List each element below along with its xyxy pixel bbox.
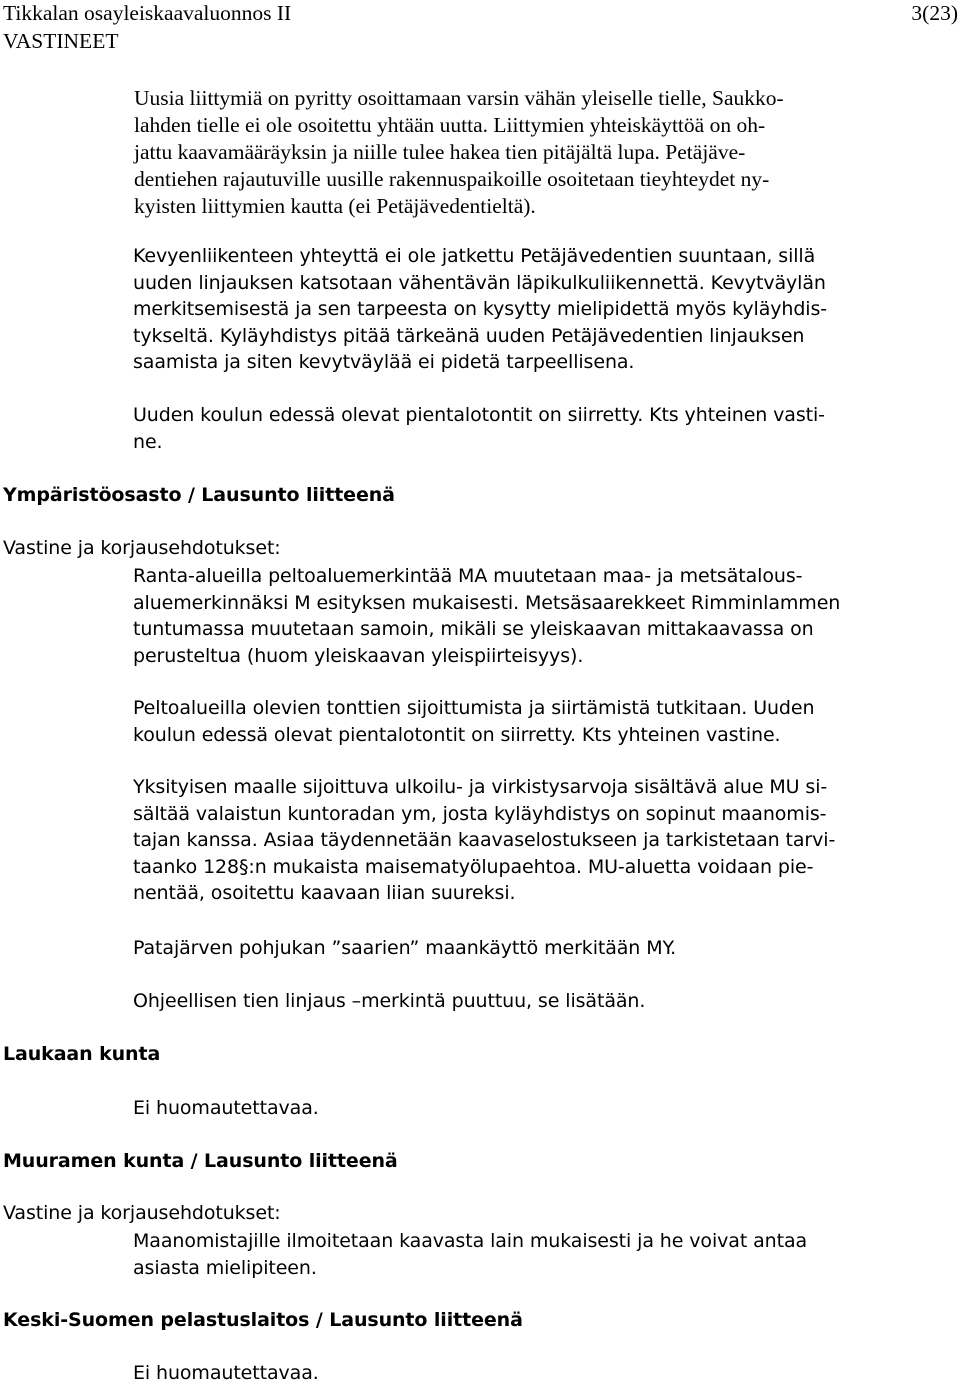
text-line: lahden tielle ei ole osoitettu yhtään uutta. Liittymien yhteiskäyttöä on oh- (134, 113, 766, 137)
text-line: tuntumassa muutetaan samoin, mikäli se yleiskaavan mittakaavassa on (133, 618, 814, 640)
text-line: Yksityisen maalle sijoittuva ulkoilu- ja virkistysarvoja sisältävä alue MU si- (133, 776, 828, 798)
section-heading-muurame: Muuramen kunta / Lausunto liitteenä (3, 1150, 398, 1172)
text-line: Kevyenliikenteen yhteyttä ei ole jatkettu Petäjävedentien suuntaan, sillä (133, 245, 816, 267)
section-heading-laukaa: Laukaan kunta (3, 1043, 161, 1065)
section-heading-pelastus: Keski-Suomen pelastuslaitos / Lausunto liitteenä (3, 1309, 523, 1331)
muurame-paragraph-1 (133, 1228, 807, 1281)
page-number: 3(23) (911, 1, 958, 25)
response-label: Vastine ja korjausehdotukset: (3, 1202, 281, 1224)
intro-paragraph-1 (134, 85, 784, 220)
text-line: koulun edessä olevat pientalotontit on siirretty. Kts yhteinen vastine. (133, 723, 781, 746)
document-title: Tikkalan osayleiskaavaluonnos II (3, 1, 292, 25)
text-line: taanko 128§:n mukaista maisematyölupaehtoa. MU-aluetta voidaan pie- (133, 855, 814, 878)
pelastus-text: Ei huomautettavaa. (133, 1362, 319, 1384)
text-line: perusteltua (huom yleiskaavan yleispiirteisyys). (133, 644, 584, 667)
text-line: Uusia liittymiä on pyritty osoittamaan varsin vähän yleiselle tielle, Saukko- (134, 86, 784, 110)
text-line: nentää, osoitettu kaavaan liian suureksi. (133, 882, 516, 904)
section-heading-ymparisto: Ympäristöosasto / Lausunto liitteenä (3, 484, 395, 506)
ymparisto-paragraph-1 (133, 563, 840, 669)
document-subtitle: VASTINEET (3, 29, 119, 53)
text-line: Ranta-alueilla peltoaluemerkintää MA muutetaan maa- ja metsätalous- (133, 565, 803, 587)
intro-paragraph-2 (133, 243, 827, 376)
text-line: sältää valaistun kuntoradan ym, josta kyläyhdistys on sopinut maanomis- (133, 802, 827, 825)
text-line: dentiehen rajautuville uusille rakennuspaikoille osoitetaan tieyhteydet ny- (134, 167, 770, 191)
text-line: Uuden koulun edessä olevat pientalotontit on siirretty. Kts yhteinen vasti- (133, 404, 825, 426)
ymparisto-paragraph-5: Ohjeellisen tien linjaus –merkintä puuttuu, se lisätään. (133, 990, 646, 1012)
text-line: ne. (133, 430, 163, 453)
text-line: kyisten liittymien kautta (ei Petäjävedentieltä). (134, 194, 536, 218)
text-line: Peltoalueilla olevien tonttien sijoittumista ja siirtämistä tutkitaan. Uuden (133, 697, 815, 719)
text-line: tykseltä. Kyläyhdistys pitää tärkeänä uuden Petäjävedentien linjauksen (133, 324, 805, 347)
text-line: jattu kaavamääräyksin ja niille tulee hakea tien pitäjältä lupa. Petäjäve- (134, 140, 746, 164)
laukaa-text: Ei huomautettavaa. (133, 1097, 319, 1119)
text-line: uuden linjauksen katsotaan vähentävän läpikulkuliikennettä. Kevytväylän (133, 271, 826, 294)
intro-paragraph-3 (133, 402, 825, 455)
ymparisto-paragraph-4: Patajärven pohjukan ”saarien” maankäyttö merkitään MY. (133, 937, 677, 959)
response-label: Vastine ja korjausehdotukset: (3, 537, 281, 559)
text-line: asiasta mielipiteen. (133, 1256, 317, 1279)
text-line: merkitsemisestä ja sen tarpeesta on kysytty mielipidettä myös kyläyhdis- (133, 298, 828, 320)
text-line: saamista ja siten kevytväylää ei pidetä tarpeellisena. (133, 351, 635, 373)
ymparisto-paragraph-3 (133, 774, 835, 907)
text-line: tajan kanssa. Asiaa täydennetään kaavaselostukseen ja tarkistetaan tarvi- (133, 829, 836, 851)
ymparisto-paragraph-2 (133, 695, 814, 748)
text-line: aluemerkinnäksi M esityksen mukaisesti. Metsäsaarekkeet Rimminlammen (133, 591, 841, 614)
text-line: Maanomistajille ilmoitetaan kaavasta lain mukaisesti ja he voivat antaa (133, 1230, 808, 1252)
